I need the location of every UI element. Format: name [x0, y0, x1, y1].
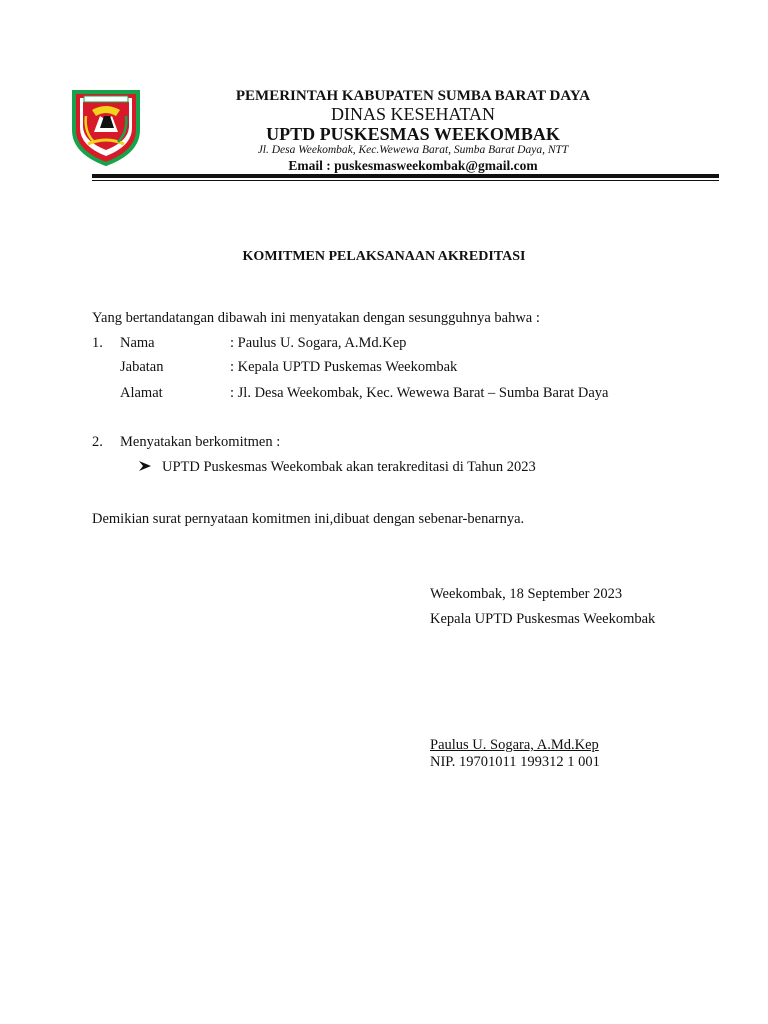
institution-heading: UPTD PUSKESMAS WEEKOMBAK: [266, 124, 560, 144]
signatory-nip: NIP. 19701011 199312 1 001: [430, 754, 600, 770]
letterhead-email: Email : puskesmasweekombak@gmail.com: [288, 158, 538, 173]
field-value-nama: : Paulus U. Sogara, A.Md.Kep: [230, 335, 407, 351]
field-label-alamat: Alamat: [120, 385, 163, 401]
commitment-bullet: UPTD Puskesmas Weekombak akan terakreditasi di Tahun 2023: [162, 459, 536, 475]
document-title: KOMITMEN PELAKSANAAN AKREDITASI: [242, 249, 526, 264]
field-value-alamat: : Jl. Desa Weekombak, Kec. Wewewa Barat – Sumba Barat Daya: [230, 385, 609, 401]
item-1-number: 1.: [92, 335, 103, 351]
regency-emblem-icon: [70, 86, 142, 166]
intro-text: Yang bertandatangan dibawah ini menyatakan dengan sesungguhnya bahwa :: [92, 310, 540, 326]
signatory-name: Paulus U. Sogara, A.Md.Kep: [430, 737, 599, 753]
item-2-text: Menyatakan berkomitmen :: [120, 434, 281, 450]
department-heading: DINAS KESEHATAN: [330, 104, 496, 124]
field-label-jabatan: Jabatan: [120, 359, 164, 375]
field-label-nama: Nama: [120, 335, 155, 351]
letterhead-divider-thin: [92, 180, 719, 181]
signature-place-date: Weekombak, 18 September 2023: [430, 586, 623, 602]
signature-position: Kepala UPTD Puskesmas Weekombak: [430, 611, 656, 627]
field-value-jabatan: : Kepala UPTD Puskemas Weekombak: [230, 359, 458, 375]
letterhead-divider-thick: [92, 174, 719, 178]
letterhead-address: Jl. Desa Weekombak, Kec.Wewewa Barat, Sumba Barat Daya, NTT: [257, 144, 569, 156]
closing-text: Demikian surat pernyataan komitmen ini,dibuat dengan sebenar-benarnya.: [92, 511, 525, 527]
arrow-bullet-icon: [138, 460, 152, 472]
item-2-number: 2.: [92, 434, 103, 450]
government-heading: PEMERINTAH KABUPATEN SUMBA BARAT DAYA: [235, 88, 591, 104]
